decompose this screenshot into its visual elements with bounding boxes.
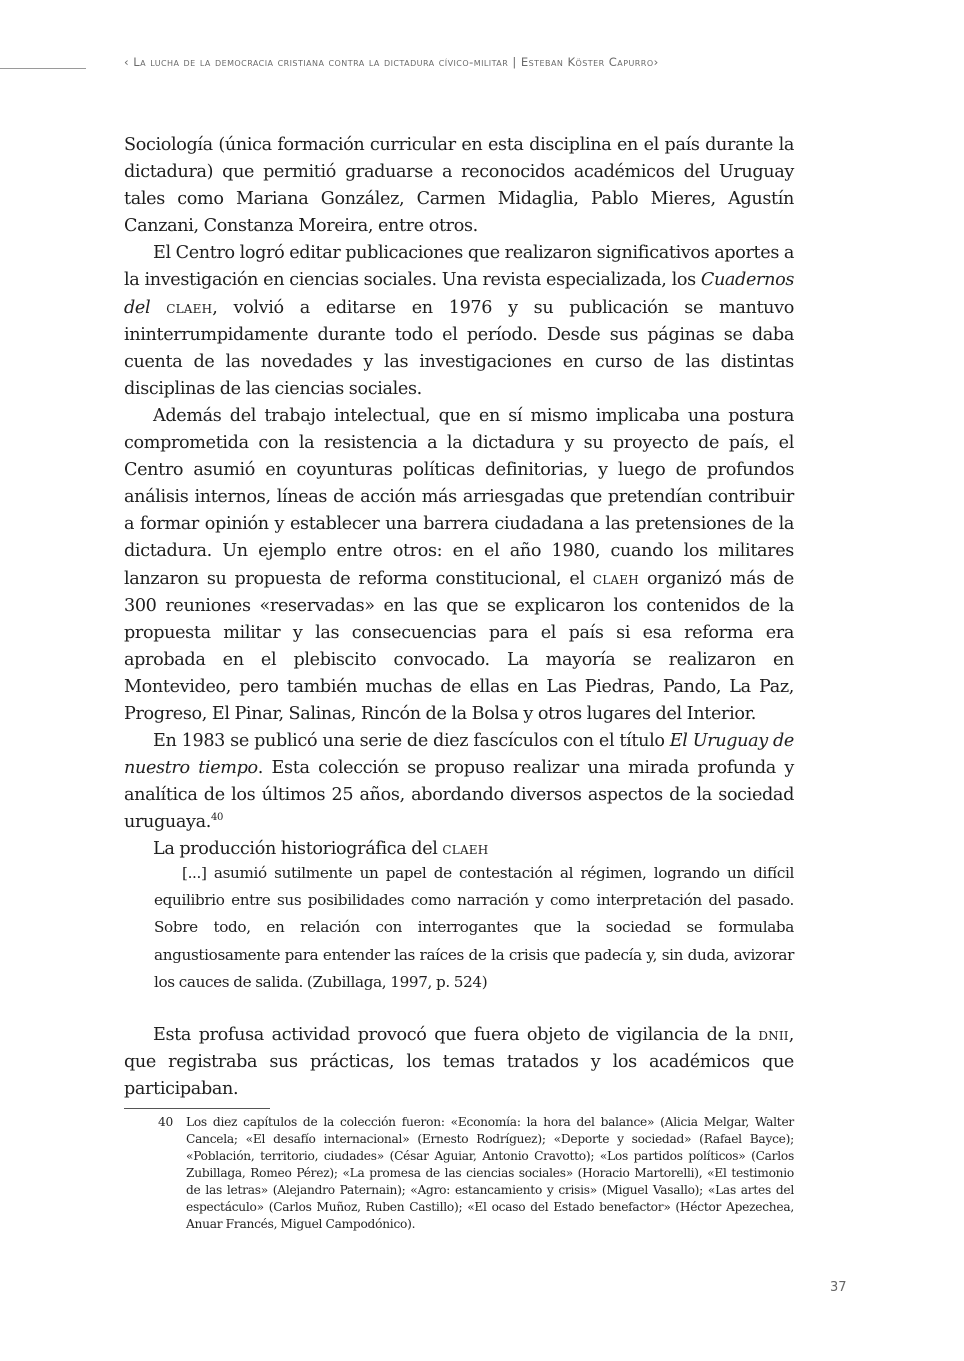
claeh-acronym: claeh	[442, 839, 489, 860]
paragraph-4-text-a: En 1983 se publicó una serie de diez fascículos con el título	[153, 731, 670, 752]
paragraph-1: Sociología (única formación curricular en esta disciplina en el país durante la dictadura) que permitió graduarse a reconocidos académicos del Uruguay tales como Mariana González, Carmen Midaglia, Pablo Mieres, Agustín Canzani, Constanza Moreira, entre otros.	[124, 135, 794, 237]
page-number: 37	[830, 1280, 847, 1295]
paragraph-3-text-a: Además del trabajo intelectual, que en sí mismo implicaba una postura comprometida con la resistencia a la dictadura y su proyecto de país, el Centro asumió en coyunturas políticas definitorias, y luego de profundos análisis internos, líneas de acción más arriesgadas que pretendían contribuir a formar opinión y establecer una barrera ciudadana a las pretensiones de la dictadura. Un ejemplo entre otros: en el año 1980, cuando los militares lanzaron su propuesta de reforma constitucional, el	[124, 405, 794, 589]
closing-text	[124, 1022, 794, 1103]
header-rule	[0, 68, 86, 69]
paragraph-4	[124, 728, 794, 836]
paragraph-3-text-b: organizó más de 300 reuniones «reservadas» en las que se explicaron los contenidos de la propuesta militar y las consecuencias para el país si esa reforma era aprobada en el plebiscito convocado. La mayoría se realizaron en Montevideo, pero también muchas de ellas en Las Piedras, Pando, La Paz, Progreso, El Pinar, Salinas, Rincón de la Bolsa y otros lugares del Interior.	[124, 568, 794, 724]
footnote-rule	[124, 1108, 270, 1109]
footnote-reference[interactable]: 40	[211, 812, 224, 824]
journal-title-italic: Cuadernos del	[124, 270, 794, 318]
paragraph-4-text-b: . Esta colección se propuso realizar una mirada profunda y analítica de los últimos 25 años, abordando diversos aspectos de la sociedad uruguaya.	[124, 758, 794, 833]
paragraph-2-text-b: , volvió a editarse en 1976 y su publicación se mantuvo ininterrumpidamente durante todo el período. Desde sus páginas se daba cuenta de las novedades y las investigaciones en curso de las distintas disciplinas de las ciencias sociales.	[124, 297, 794, 399]
claeh-acronym: claeh	[592, 568, 639, 589]
paragraph-2-text-a: El Centro logró editar publicaciones que realizaron significativos aportes a la investigación en ciencias sociales. Una revista especializada, los	[124, 243, 794, 291]
footnote	[124, 1114, 794, 1233]
closing-paragraph	[124, 1022, 794, 1103]
block-quote-text: [...] asumió sutilmente un papel de contestación al régimen, logrando un difícil equilibrio entre sus posibilidades como narración y como interpretación del pasado. Sobre todo, en relación con interrogantes que la sociedad se formulaba angustiosamente para entender las raíces de la crisis que padecía y, sin duda, avizorar los cauces de salida. (Zubillaga, 1997, p. 524)	[154, 864, 794, 991]
claeh-acronym: claeh	[166, 297, 213, 318]
paragraph-2	[124, 240, 794, 403]
closing-text-b: , que registraba sus prácticas, los temas tratados y los académicos que participaban.	[124, 1025, 794, 1100]
paragraph-5-text-a: La producción historiográfica del	[153, 839, 443, 860]
collection-title-italic: El Uruguay de nuestro tiempo	[124, 731, 794, 779]
running-header: ‹ La lucha de la democracia cristiana contra la dictadura cívico-militar | Esteban Köster Capurro›	[124, 55, 659, 69]
closing-text-a: Esta profusa actividad provocó que fuera objeto de vigilancia de la	[153, 1025, 759, 1045]
footnote-number: 40	[158, 1115, 174, 1129]
body-text	[124, 132, 794, 864]
block-quote	[154, 860, 794, 996]
dnii-acronym: dnii	[758, 1025, 789, 1045]
footnote-text: Los diez capítulos de la colección fueron: «Economía: la hora del balance» (Alicia Melgar, Walter Cancela; «El desafío internacional» (Ernesto Rodríguez); «Deporte y sociedad» (Rafael Bayce); «Población, territorio, ciudades» (César Aguiar, Antonio Cravotto); «Los partidos políticos» (Carlos Zubillaga, Romeo Pérez); «La promesa de las ciencias sociales» (Horacio Martorelli), «El testimonio de las letras» (Alejandro Paternain); «Agro: estancamiento y crisis» (Miguel Vasallo); «Las artes del espectáculo» (Carlos Muñoz, Ruben Castillo); «El ocaso del Estado benefactor» (Héctor Apezechea, Anuar Francés, Miguel Campodónico).	[186, 1115, 794, 1231]
paragraph-3	[124, 403, 794, 728]
